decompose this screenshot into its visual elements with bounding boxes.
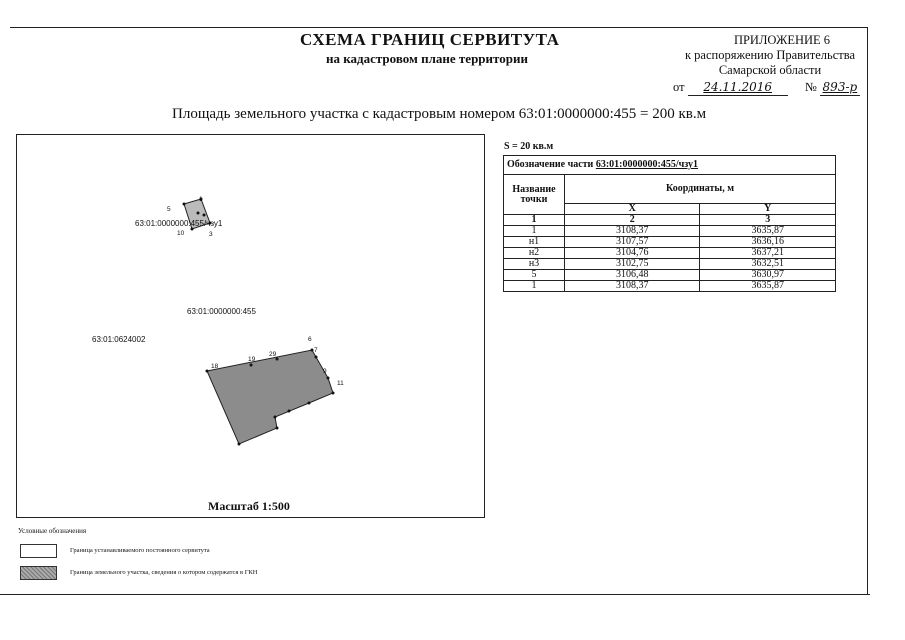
- decree-date-line: [673, 80, 860, 96]
- y-cell: 3635,87: [700, 281, 836, 292]
- col-header-coords: Координаты, м: [565, 175, 836, 204]
- coordinates-table: [503, 155, 836, 292]
- x-cell: 3102,75: [565, 259, 700, 270]
- y-cell: 3630,97: [700, 270, 836, 281]
- document-subtitle: на кадастровом плане территории: [326, 51, 528, 66]
- point-label: 7: [314, 347, 318, 354]
- number-label: №: [804, 80, 817, 94]
- table-row: [504, 226, 836, 237]
- point-cell: н3: [504, 259, 565, 270]
- servitude-area: S = 20 кв.м: [504, 141, 554, 152]
- x-cell: 3107,57: [565, 237, 700, 248]
- decree-date: 24.11.2016: [703, 80, 773, 94]
- servitude-label: 63:01:0000000:455/чзу1: [135, 219, 223, 228]
- table-row: [504, 248, 836, 259]
- frame-top-border: [10, 27, 867, 28]
- x-cell: 3108,37: [565, 281, 700, 292]
- legend-title: Условные обозначения: [18, 527, 87, 535]
- x-cell: 3108,37: [565, 226, 700, 237]
- part-designation-cell: [504, 156, 836, 175]
- col-number: 1: [504, 215, 565, 226]
- appendix-block: [670, 33, 870, 78]
- point-label: 3: [209, 231, 213, 238]
- col-header-x: X: [565, 204, 700, 215]
- legend-swatch-servitude: [20, 544, 57, 558]
- legend-text-parcel: Граница земельного участка, сведения о котором содержатся в ГКН: [70, 569, 258, 576]
- point-label: 1: [199, 196, 203, 203]
- y-cell: 3637,21: [700, 248, 836, 259]
- cadastral-map: [16, 134, 485, 518]
- from-label: от: [673, 80, 685, 94]
- appendix-line: ПРИЛОЖЕНИЕ 6: [733, 33, 831, 47]
- part-label: Обозначение части: [507, 159, 594, 170]
- point-label: 18: [211, 363, 219, 370]
- appendix-line: к распоряжению Правительства: [684, 48, 855, 62]
- decree-number: 893-р: [822, 80, 858, 94]
- legend-text-servitude: Граница устанавливаемого постоянного сервитута: [70, 547, 210, 554]
- map-drawing: [17, 135, 484, 517]
- table-row: [504, 270, 836, 281]
- point-cell: н1: [504, 237, 565, 248]
- parcel-boundary: [207, 350, 333, 444]
- area-statement: Площадь земельного участка с кадастровым номером 63:01:0000000:455 = 200 кв.м: [172, 106, 707, 122]
- col-number: 3: [700, 215, 836, 226]
- col-header-y: Y: [700, 204, 836, 215]
- col-header-point: Название точки: [504, 175, 565, 215]
- frame-right-border: [867, 27, 868, 595]
- point-label: 11: [337, 380, 344, 387]
- table-row: [504, 237, 836, 248]
- point-cell: 5: [504, 270, 565, 281]
- y-cell: 3632,51: [700, 259, 836, 270]
- part-number: 63:01:0000000:455/чзу1: [595, 159, 699, 170]
- table-row: [504, 259, 836, 270]
- point-label: 6: [308, 336, 312, 343]
- appendix-line: Самарской области: [718, 63, 822, 77]
- point-label: 5: [167, 206, 171, 213]
- x-cell: 3106,48: [565, 270, 700, 281]
- map-scale: Масштаб 1:500: [208, 499, 290, 513]
- col-number: 2: [565, 215, 700, 226]
- table-row: [504, 281, 836, 292]
- y-cell: 3635,87: [700, 226, 836, 237]
- point-label: 10: [177, 230, 185, 237]
- frame-bottom-border: [0, 594, 870, 595]
- point-cell: 1: [504, 281, 565, 292]
- point-label: 29: [269, 351, 277, 358]
- legend-swatch-parcel: [20, 566, 57, 580]
- document-title: СХЕМА ГРАНИЦ СЕРВИТУТА: [300, 30, 560, 49]
- point-label: 9: [323, 368, 327, 375]
- quarter-label: 63:01:0624002: [92, 335, 146, 344]
- point-cell: н2: [504, 248, 565, 259]
- x-cell: 3104,76: [565, 248, 700, 259]
- point-cell: 1: [504, 226, 565, 237]
- parcel-label: 63:01:0000000:455: [187, 307, 256, 316]
- y-cell: 3636,16: [700, 237, 836, 248]
- point-label: 19: [248, 356, 256, 363]
